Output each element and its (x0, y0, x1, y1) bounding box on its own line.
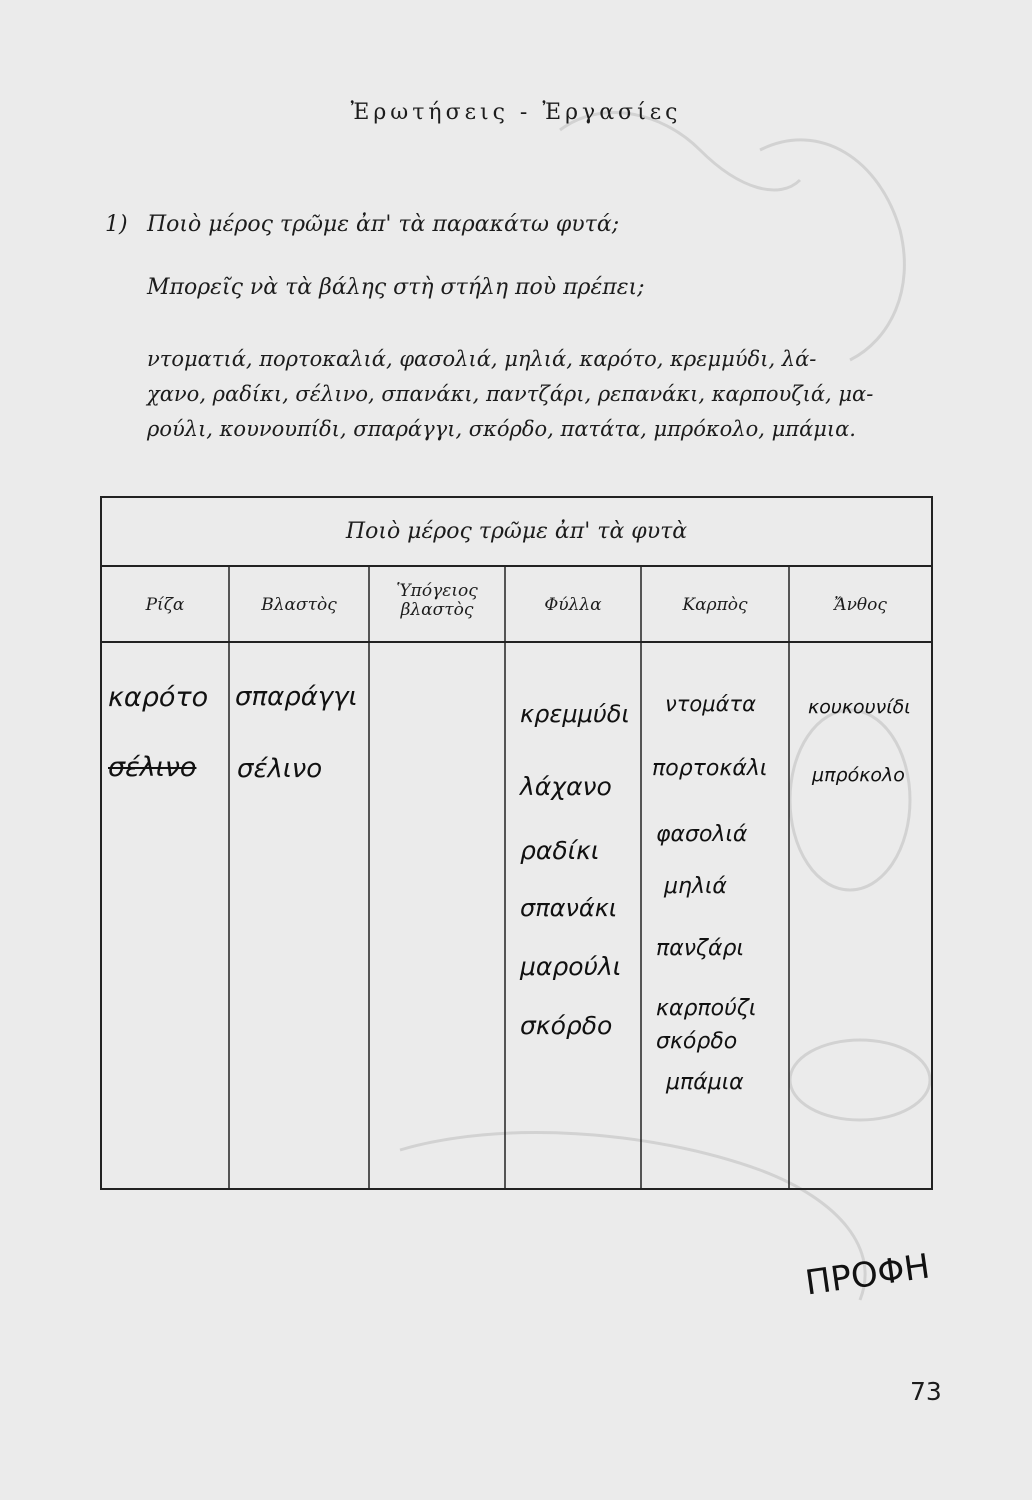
handwritten-entry: πανζάρι (656, 936, 744, 961)
handwritten-entry: πορτοκάλι (652, 756, 768, 781)
page-number: 73 (910, 1377, 942, 1406)
handwritten-signature: ΠΡΟΦΗ (802, 1246, 933, 1304)
handwritten-entry: σέλινο (237, 754, 323, 784)
header-leaves: Φύλλα (544, 595, 602, 615)
plant-list-line: ντοματιά, πορτοκαλιά, φασολιά, μηλιά, καρότο, κρεμμύδι, λά- (147, 347, 817, 371)
handwritten-entry: μαρούλι (520, 952, 622, 981)
question-number: 1) (105, 212, 128, 237)
header-root: Ρίζα (145, 595, 185, 615)
header-stem: Βλαστὸς (261, 595, 337, 615)
handwritten-entry: σπαράγγι (235, 682, 358, 712)
handwritten-entry: ραδίκι (520, 836, 600, 865)
table-caption: Ποιὸ μέρος τρῶμε ἀπ' τὰ φυτὰ (345, 519, 688, 544)
plant-parts-table (100, 496, 933, 1190)
plant-list-line: χανο, ραδίκι, σέλινο, σπανάκι, παντζάρι, ρεπανάκι, καρπουζιά, μα- (147, 382, 874, 406)
question-line-2: Μπορεῖς νὰ τὰ βάλης στὴ στήλη ποὺ πρέπει; (147, 275, 645, 300)
handwritten-entry: καρότο (108, 682, 209, 713)
handwritten-entry: κρεμμύδι (520, 700, 630, 728)
header-underground-stem (369, 582, 505, 620)
handwritten-entry: σκόρδο (520, 1011, 613, 1040)
handwritten-entry: σπανάκι (520, 894, 617, 922)
handwritten-entry: μπάμια (666, 1070, 744, 1095)
question-line-1: Ποιὸ μέρος τρῶμε ἀπ' τὰ παρακάτω φυτά; (147, 212, 620, 237)
handwritten-entry: ντομάτα (665, 692, 756, 716)
handwritten-entry: φασολιά (656, 822, 748, 847)
handwritten-entry: σέλινο (108, 752, 197, 783)
handwritten-entry: μπρόκολο (812, 764, 905, 786)
handwritten-entry: μηλιά (664, 874, 727, 899)
plant-list (147, 342, 947, 447)
header-flower: Ἄνθος (834, 595, 887, 615)
page-title: Ἐρωτήσεις - Ἐργασίες (350, 100, 682, 125)
handwritten-entry: καρπούζι (656, 996, 757, 1021)
plant-list-line: ρούλι, κουνουπίδι, σπαράγγι, σκόρδο, πατάτα, μπρόκολο, μπάμια. (147, 417, 856, 441)
header-underground-stem-line-1: Ὑπόγειος (396, 581, 478, 601)
handwritten-entry: λάχανο (520, 772, 612, 801)
header-underground-stem-line-2: βλαστὸς (400, 600, 474, 620)
header-fruit: Καρπὸς (682, 595, 748, 615)
handwritten-entry: κουκουνίδι (808, 696, 911, 718)
handwritten-entry: σκόρδο (656, 1029, 738, 1054)
